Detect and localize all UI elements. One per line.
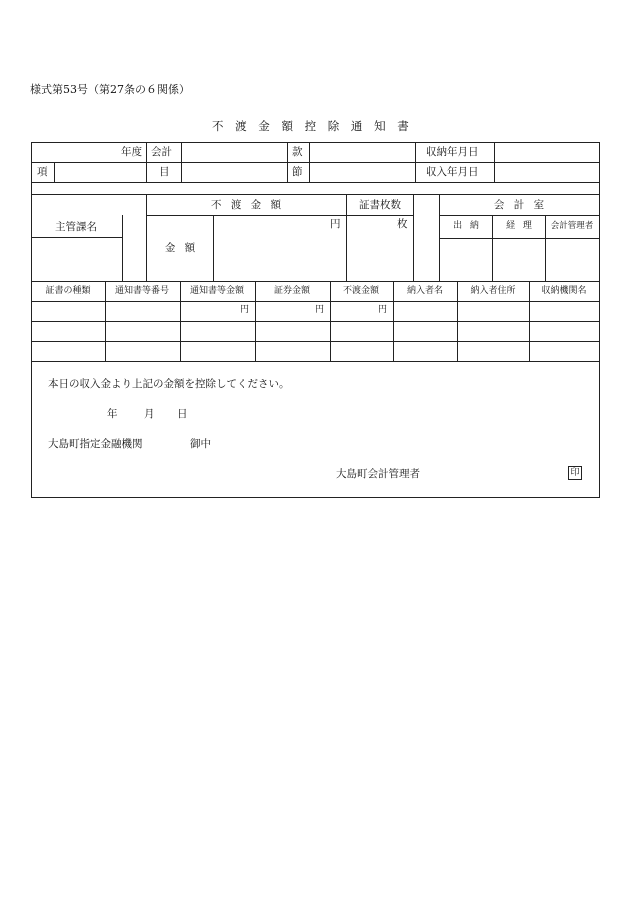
form-number: 様式第53号（第27条の６関係） — [30, 83, 190, 96]
fiscal-year-label: 年度 — [121, 146, 142, 158]
account-label: 会計 — [151, 146, 172, 158]
security-amount-yen: 円 — [315, 305, 325, 315]
header-dishonored-amount: 不渡金額 — [342, 286, 380, 296]
responsible-section-label: 主管課名 — [55, 221, 97, 233]
header-certificate-type: 証書の種類 — [45, 286, 91, 296]
header-notice-amount: 通知書等金額 — [189, 286, 245, 296]
accounting-label: 経 理 — [506, 221, 532, 231]
addressee: 大島町指定金融機関 — [48, 438, 143, 450]
accounting-office-header: 会 計 室 — [493, 199, 545, 211]
date-year: 年 — [107, 408, 118, 420]
moku-label: 目 — [159, 166, 170, 178]
seal-mark: 印 — [568, 466, 582, 480]
yen-unit: 円 — [330, 218, 341, 230]
header-payer-address: 納入者住所 — [470, 286, 516, 296]
header-security-amount: 証券金額 — [273, 286, 311, 296]
accounting-manager-label: 会計管理者 — [550, 221, 594, 231]
header-receiving-institution: 収納機関名 — [541, 286, 587, 296]
date-month: 月 — [144, 408, 155, 420]
certificate-count-header: 証書枚数 — [359, 199, 401, 211]
date-day: 日 — [177, 408, 188, 420]
kou-label: 項 — [37, 166, 48, 178]
notice-amount-yen: 円 — [240, 305, 250, 315]
setsu-label: 節 — [292, 166, 303, 178]
received-date-label: 収納年月日 — [426, 146, 479, 158]
dishonored-amount-header: 不 渡 金 額 — [210, 199, 282, 211]
header-notice-number: 通知書等番号 — [114, 286, 170, 296]
document-title: 不 渡 金 額 控 除 通 知 書 — [212, 119, 411, 133]
sheet-unit: 枚 — [397, 218, 408, 230]
header-payer-name: 納入者名 — [406, 286, 444, 296]
sender: 大島町会計管理者 — [336, 468, 420, 480]
dishonored-amount-yen: 円 — [378, 305, 388, 315]
recorded-date-label: 収入年月日 — [426, 166, 479, 178]
cashier-label: 出 納 — [453, 221, 479, 231]
amount-label: 金 額 — [164, 242, 196, 254]
notice-message: 本日の収入金より上記の金額を控除してください。 — [48, 378, 290, 390]
honorific: 御中 — [190, 438, 211, 450]
kan-label: 款 — [292, 146, 303, 158]
